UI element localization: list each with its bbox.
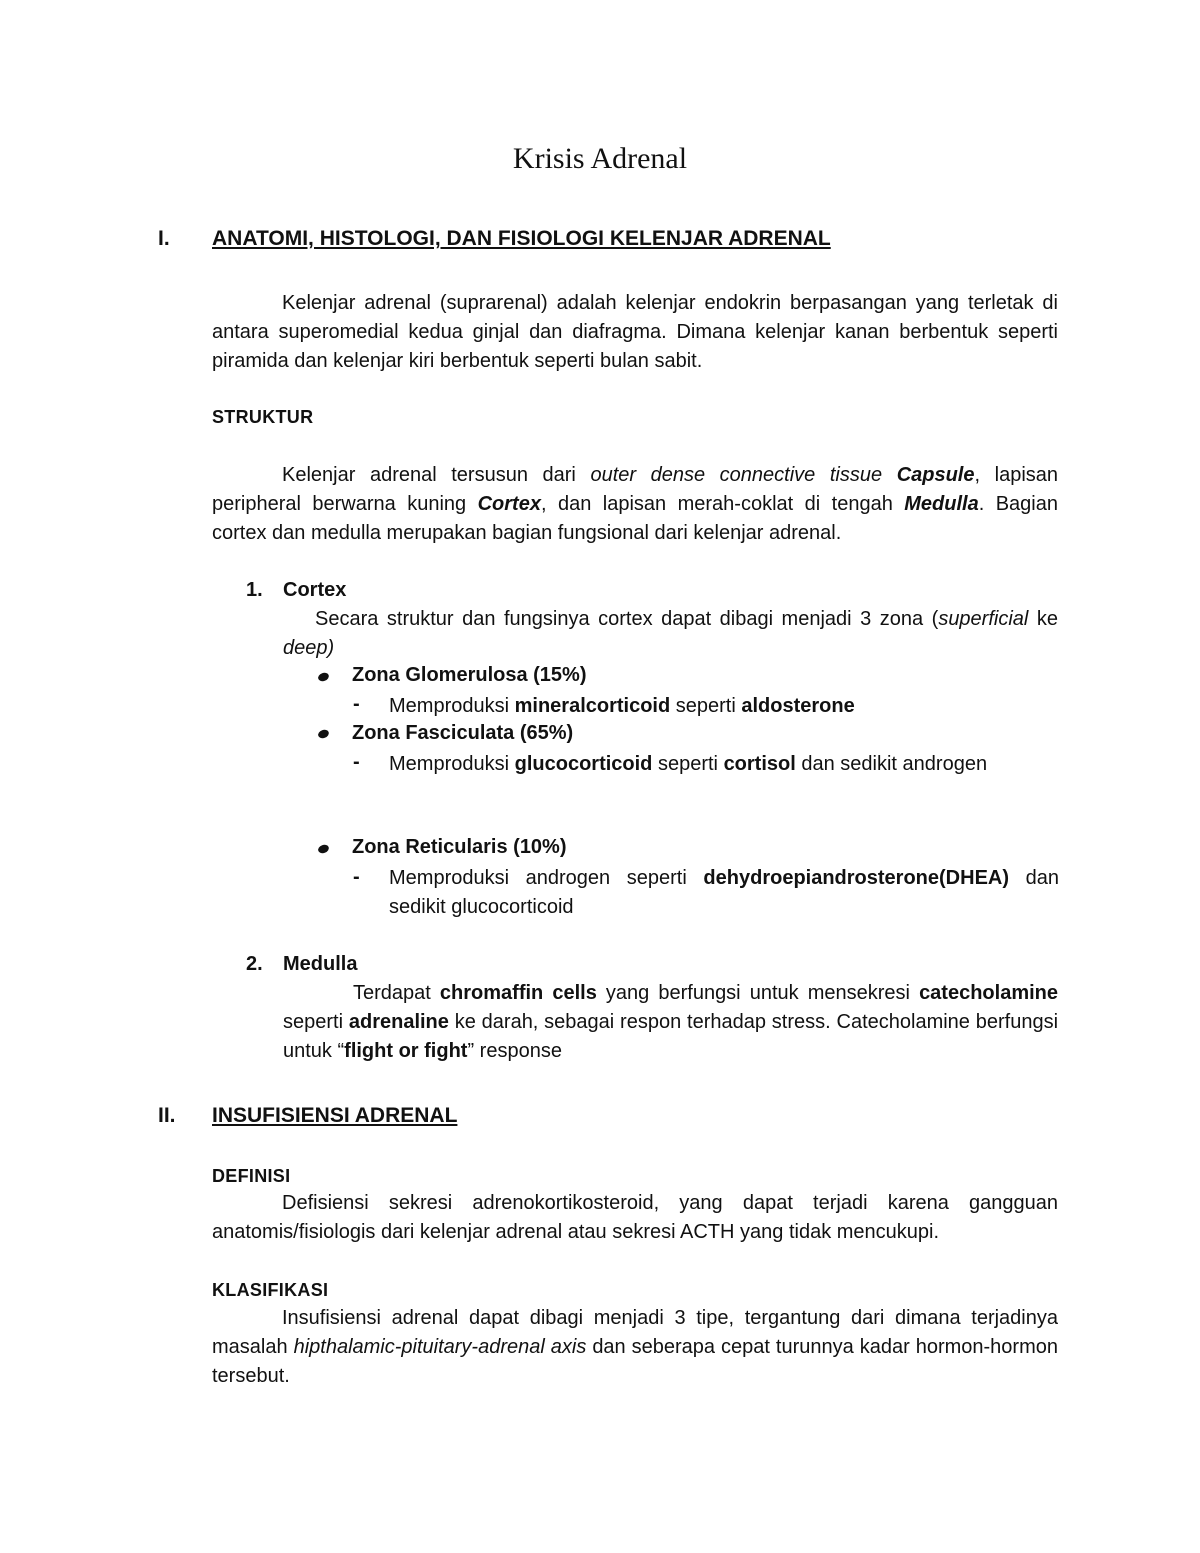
struktur-paragraph: Kelenjar adrenal tersusun dari outer dense connective tissue Capsule, lapisan peripheral berwarna kuning Cortex, dan lapisan merah-coklat di tengah Medulla. Bagian cortex dan medulla merupakan bagian fungsional dari kelenjar adrenal. — [212, 464, 1059, 544]
medulla-description: Terdapat chromaffin cells yang berfungsi untuk mensekresi catecholamine seperti adrenaline ke darah, sebagai respon terhadap stress. Catecholamine berfungsi untuk “flight or fight” response — [283, 982, 1059, 1062]
section-1-number: I. — [158, 227, 170, 250]
dash-icon: - — [353, 751, 360, 773]
zone-reticularis: Zona Reticularis (10%) — [352, 836, 567, 858]
medulla-heading: Medulla — [283, 953, 358, 975]
cortex-heading: Cortex — [283, 579, 347, 601]
bullet-icon — [317, 843, 330, 854]
dash-icon: - — [353, 693, 360, 715]
zone-glomerulosa: Zona Glomerulosa (15%) — [352, 664, 587, 686]
definisi-paragraph: Defisiensi sekresi adrenokortikosteroid, yang dapat terjadi karena gangguan anatomis/fisiologis dari kelenjar adrenal atau sekresi ACTH yang tidak mencukupi. — [212, 1192, 1058, 1243]
intro-paragraph: Kelenjar adrenal (suprarenal) adalah kelenjar endokrin berpasangan yang terletak di antara superomedial kedua ginjal dan diafragma. Dimana kelenjar kanan berbentuk seperti piramida dan kelenjar kiri berbentuk seperti bulan sabit. — [212, 292, 1058, 372]
section-1-title: ANATOMI, HISTOLOGI, DAN FISIOLOGI KELENJAR ADRENAL — [212, 227, 831, 250]
bullet-icon — [317, 671, 330, 682]
bullet-icon — [317, 728, 330, 739]
section-2-title: INSUFISIENSI ADRENAL — [212, 1104, 458, 1127]
list-number-cortex: 1. — [246, 579, 263, 601]
italic-term: outer dense connective tissue — [590, 464, 883, 486]
klasifikasi-paragraph: Insufisiensi adrenal dapat dibagi menjadi 3 tipe, tergantung dari dimana terjadinya masalah hipthalamic-pituitary-adrenal axis dan seberapa cepat turunnya kadar hormon-hormon tersebut. — [212, 1307, 1058, 1387]
section-2-number: II. — [158, 1104, 176, 1127]
zone-fasciculata-desc: Memproduksi glucocorticoid seperti cortisol dan sedikit androgen — [389, 753, 988, 775]
struktur-heading: STRUKTUR — [212, 407, 314, 427]
page-title: Krisis Adrenal — [512, 142, 688, 175]
capsule-term: Capsule — [896, 464, 975, 486]
medulla-term: Medulla — [904, 493, 979, 515]
list-number-medulla: 2. — [246, 953, 263, 975]
zone-fasciculata: Zona Fasciculata (65%) — [352, 722, 574, 744]
klasifikasi-heading: KLASIFIKASI — [212, 1280, 329, 1300]
cortex-description: Secara struktur dan fungsinya cortex dapat dibagi menjadi 3 zona (superficial ke deep) — [283, 608, 1059, 659]
zone-reticularis-desc: Memproduksi androgen seperti dehydroepiandrosterone(DHEA) dan sedikit glucocorticoid — [389, 867, 1059, 918]
zone-glomerulosa-desc: Memproduksi mineralcorticoid seperti aldosterone — [389, 695, 855, 717]
cortex-term: Cortex — [477, 493, 541, 515]
dash-icon: - — [353, 866, 360, 888]
definisi-heading: DEFINISI — [212, 1166, 291, 1186]
